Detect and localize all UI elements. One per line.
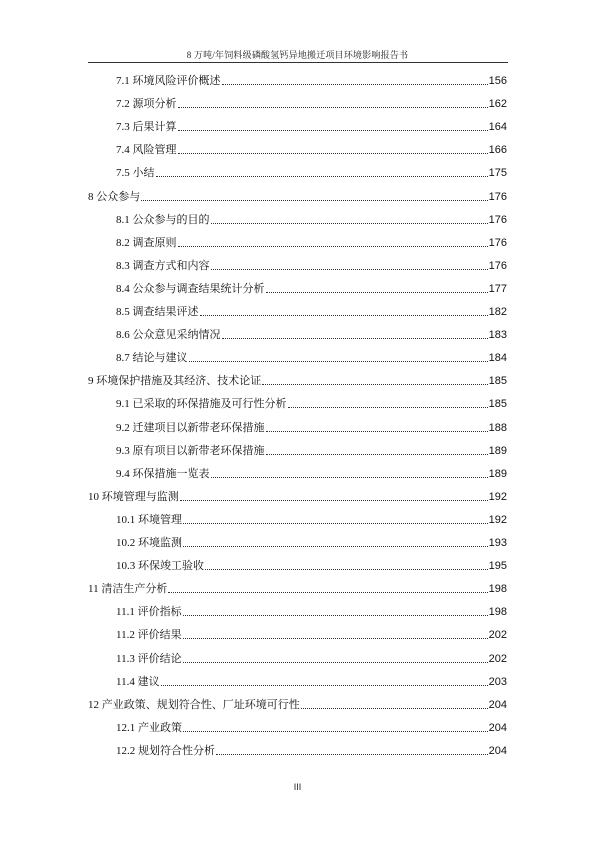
toc-entry-title: 9.4 环保措施一览表	[116, 467, 210, 480]
toc-entry-page: 176	[488, 236, 507, 249]
toc-section-entry[interactable]	[116, 139, 507, 157]
toc-section-entry[interactable]	[116, 532, 507, 550]
toc-entry-page: 162	[488, 98, 507, 111]
toc-dot-leader	[168, 592, 487, 593]
toc-entry-page: 177	[488, 282, 507, 295]
toc-entry-page: 198	[488, 583, 507, 596]
toc-entry-page: 184	[488, 352, 507, 365]
toc-entry-page: 156	[488, 75, 507, 87]
toc-section-entry[interactable]	[116, 555, 507, 573]
toc-entry-title: 11 清洁生产分析	[88, 583, 168, 596]
toc-entry-page: 166	[488, 144, 507, 157]
toc-entry-title: 11.1 评价指标	[116, 606, 182, 619]
toc-dot-leader	[216, 754, 488, 755]
toc-entry-page: 176	[488, 190, 507, 203]
toc-dot-leader	[141, 200, 487, 201]
toc-section-entry[interactable]	[116, 624, 507, 642]
toc-entry-title: 7.5 小结	[116, 167, 155, 180]
toc-dot-leader	[200, 315, 488, 316]
toc-dot-leader	[183, 615, 488, 616]
toc-dot-leader	[262, 384, 487, 385]
toc-dot-leader	[205, 569, 488, 570]
toc-entry-page: 193	[488, 537, 507, 549]
toc-dot-leader	[288, 407, 488, 408]
toc-entry-page: 182	[488, 306, 507, 318]
toc-entry-title: 7.1 环境风险评价概述	[116, 75, 221, 87]
toc-dot-leader	[183, 662, 488, 663]
toc-entry-page: 202	[488, 652, 507, 665]
toc-entry-page: 204	[488, 744, 507, 757]
toc-entry-title: 12.2 规划符合性分析	[116, 744, 215, 757]
toc-dot-leader	[222, 84, 488, 85]
page-number: III	[293, 782, 302, 792]
toc-section-entry[interactable]	[116, 347, 507, 365]
toc-dot-leader	[183, 638, 488, 639]
toc-dot-leader	[178, 107, 488, 108]
toc-entry-title: 9 环境保护措施及其经济、技术论证	[88, 375, 262, 388]
toc-entry-page: 185	[488, 375, 507, 388]
toc-section-entry[interactable]	[116, 116, 507, 134]
toc-entry-title: 8.3 调查方式和内容	[116, 259, 210, 272]
toc-section-entry[interactable]	[116, 717, 507, 735]
toc-entry-title: 11.2 评价结果	[116, 629, 182, 642]
toc-entry-title: 10.2 环境监测	[116, 537, 182, 549]
toc-section-entry[interactable]	[116, 417, 507, 435]
toc-entry-title: 8.1 公众参与的目的	[116, 213, 210, 226]
toc-section-entry[interactable]	[116, 671, 507, 689]
toc-dot-leader	[178, 130, 488, 131]
toc-dot-leader	[161, 685, 488, 686]
toc-entry-page: 195	[488, 560, 507, 573]
toc-entry-title: 8.6 公众意见采纳情况	[116, 329, 221, 342]
toc-entry-page: 202	[488, 629, 507, 642]
toc-entry-page: 175	[488, 167, 507, 180]
toc-chapter-entry[interactable]	[88, 578, 507, 596]
toc-entry-title: 10.3 环保竣工验收	[116, 560, 204, 573]
toc-entry-title: 9.2 迁建项目以新带老环保措施	[116, 421, 265, 434]
toc-entry-title: 7.2 源项分析	[116, 98, 177, 111]
toc-section-entry[interactable]	[116, 301, 507, 319]
toc-section-entry[interactable]	[116, 278, 507, 296]
toc-section-entry[interactable]	[116, 509, 507, 527]
toc-chapter-entry[interactable]	[88, 186, 507, 204]
toc-dot-leader	[183, 546, 488, 547]
toc-chapter-entry[interactable]	[88, 486, 507, 504]
toc-entry-title: 7.3 后果计算	[116, 121, 177, 134]
toc-dot-leader	[211, 223, 488, 224]
toc-entry-page: 192	[488, 490, 507, 503]
toc-dot-leader	[178, 246, 488, 247]
toc-section-entry[interactable]	[116, 324, 507, 342]
toc-dot-leader	[266, 292, 488, 293]
toc-entry-title: 8.7 结论与建议	[116, 352, 188, 365]
toc-dot-leader	[222, 338, 488, 339]
toc-section-entry[interactable]	[116, 232, 507, 250]
toc-entry-title: 11.4 建议	[116, 675, 160, 688]
toc-entry-page: 198	[488, 606, 507, 619]
toc-entry-page: 164	[488, 121, 507, 134]
toc-entry-title: 8.2 调查原则	[116, 236, 177, 249]
toc-dot-leader	[211, 269, 488, 270]
toc-dot-leader	[178, 153, 488, 154]
toc-entry-title: 11.3 评价结论	[116, 652, 182, 665]
toc-entry-title: 12 产业政策、规划符合性、厂址环境可行性	[88, 698, 300, 711]
toc-section-entry[interactable]	[116, 740, 507, 758]
toc-section-entry[interactable]	[116, 162, 507, 180]
toc-entry-title: 12.1 产业政策	[116, 721, 182, 734]
toc-section-entry[interactable]	[116, 93, 507, 111]
toc-entry-page: 176	[488, 213, 507, 226]
toc-dot-leader	[266, 454, 488, 455]
toc-entry-page: 176	[488, 259, 507, 272]
toc-entry-title: 10 环境管理与监测	[88, 490, 179, 503]
toc-entry-title: 8.5 调查结果评述	[116, 306, 199, 318]
toc-entry-page: 204	[488, 698, 507, 711]
toc-entry-page: 185	[488, 398, 507, 411]
toc-dot-leader	[183, 523, 488, 524]
toc-entry-page: 204	[488, 721, 507, 734]
toc-dot-leader	[180, 500, 488, 501]
toc-dot-leader	[266, 431, 488, 432]
toc-entry-page: 189	[488, 444, 507, 457]
toc-entry-page: 192	[488, 513, 507, 526]
toc-section-entry[interactable]	[116, 648, 507, 666]
toc-dot-leader	[211, 477, 488, 478]
toc-entry-page: 183	[488, 329, 507, 342]
toc-section-entry[interactable]	[116, 463, 507, 481]
toc-dot-leader	[156, 176, 488, 177]
toc-section-entry[interactable]	[116, 209, 507, 227]
toc-entry-title: 9.1 已采取的环保措施及可行性分析	[116, 398, 287, 411]
toc-entry-title: 8 公众参与	[88, 190, 141, 203]
toc-dot-leader	[189, 361, 488, 362]
toc-entry-page: 203	[488, 675, 507, 688]
header-rule	[88, 62, 508, 63]
toc-entry-title: 10.1 环境管理	[116, 513, 182, 526]
toc-section-entry[interactable]	[116, 255, 507, 273]
toc-section-entry[interactable]	[116, 393, 507, 411]
toc-dot-leader	[183, 731, 488, 732]
toc-chapter-entry[interactable]	[88, 694, 507, 712]
toc-section-entry[interactable]	[116, 601, 507, 619]
toc-entry-title: 7.4 风险管理	[116, 144, 177, 157]
toc-section-entry[interactable]	[116, 70, 507, 88]
toc-chapter-entry[interactable]	[88, 370, 507, 388]
toc-entry-page: 189	[488, 467, 507, 480]
toc-entry-page: 188	[488, 421, 507, 434]
toc-entry-title: 9.3 原有项目以新带老环保措施	[116, 444, 265, 457]
toc-dot-leader	[301, 708, 488, 709]
toc-section-entry[interactable]	[116, 440, 507, 458]
toc-entry-title: 8.4 公众参与调查结果统计分析	[116, 282, 265, 295]
page-header: 8 万吨/年饲料级磷酸氢钙异地搬迁项目环境影响报告书	[186, 50, 409, 60]
